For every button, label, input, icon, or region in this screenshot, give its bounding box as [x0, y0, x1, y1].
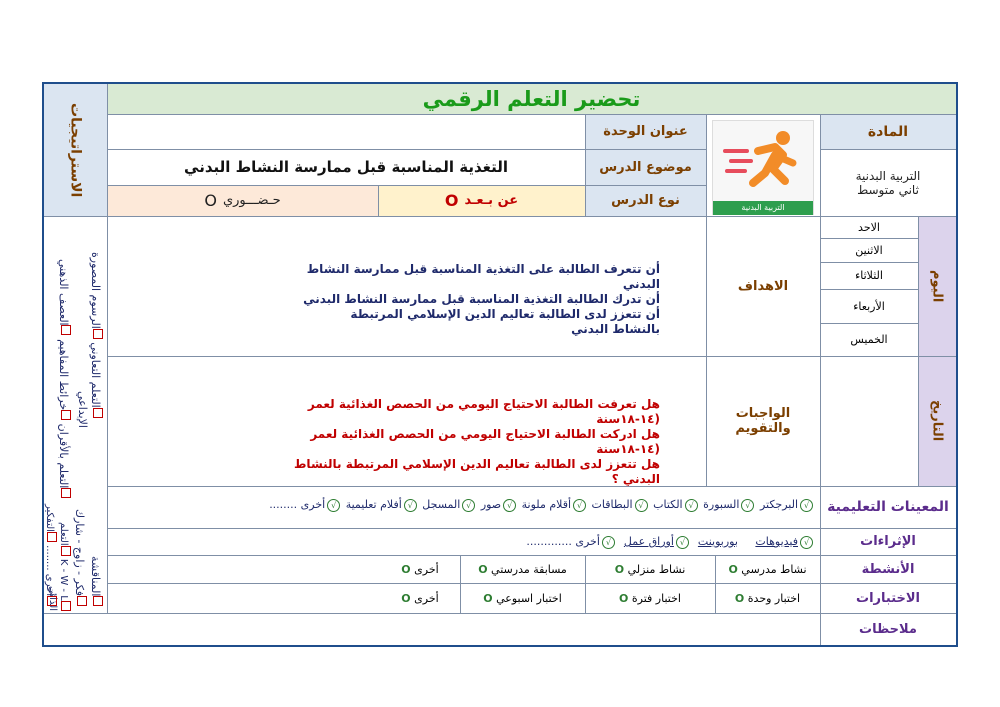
checkbox-icon[interactable]: [61, 546, 71, 556]
test-mark: O: [483, 591, 493, 605]
objective-item: أن تتعرف الطالبة على التغذية المناسبة قبل ممارسة النشاط البدني: [306, 262, 660, 291]
strategy-item: الرسوم المصورة: [89, 252, 102, 330]
strategies-heading: الاستراتيجيات: [67, 102, 84, 198]
day-label-cell: [918, 216, 956, 356]
aid-item: المسجل: [422, 498, 461, 511]
strategy-item: أخرى ........: [44, 545, 55, 596]
checkbox-icon[interactable]: [61, 488, 71, 498]
check-icon[interactable]: √: [685, 499, 698, 512]
day-sunday[interactable]: [820, 216, 918, 238]
homework-label: الواجبات والتقويم: [735, 406, 791, 436]
day-wednesday[interactable]: [820, 289, 918, 323]
check-icon[interactable]: √: [462, 499, 475, 512]
strategy-item: التفكير: [44, 503, 55, 532]
checkbox-icon[interactable]: [93, 596, 103, 606]
check-icon[interactable]: √: [503, 499, 516, 512]
strategy-item: خرائط المفاهيم: [57, 338, 70, 410]
test-label: اختبار اسبوعي: [496, 591, 562, 605]
activity-contest[interactable]: [460, 555, 585, 583]
lesson-label: موضوع الدرس: [599, 159, 692, 175]
objectives-label-cell: [706, 216, 820, 356]
day-tuesday-label: الثلاثاء: [855, 269, 883, 282]
homework-label-cell: [706, 356, 820, 486]
check-icon[interactable]: √: [573, 499, 586, 512]
activity-mark: O: [728, 562, 738, 576]
check-icon[interactable]: √: [741, 499, 754, 512]
checkbox-icon[interactable]: [47, 532, 57, 542]
subject-value: التربية البدنية: [855, 168, 921, 183]
strategy-item: فكر - زاوج - شارك: [73, 508, 86, 596]
tests-label: الاختبارات: [856, 590, 921, 606]
activity-label: أخرى: [414, 562, 439, 576]
subject-label: المادة: [867, 123, 909, 140]
checkbox-icon[interactable]: [93, 329, 103, 339]
aid-item: أفلام تعليمية: [345, 498, 402, 511]
day-tuesday[interactable]: [820, 262, 918, 289]
remote-mark: O: [444, 191, 459, 210]
checkbox-icon[interactable]: [61, 325, 71, 335]
strategy-col-5: [73, 446, 89, 606]
objectives-label: الاهداف: [737, 278, 789, 294]
unit-label-cell: [585, 114, 706, 149]
title-bar: [107, 84, 956, 114]
check-icon[interactable]: √: [800, 536, 813, 549]
test-unit[interactable]: [715, 583, 820, 613]
check-icon[interactable]: √: [404, 499, 417, 512]
objectives-list: [300, 262, 660, 337]
homework-list: [270, 397, 660, 487]
check-icon[interactable]: √: [800, 499, 813, 512]
day-thursday[interactable]: [820, 323, 918, 356]
in-person-mark: O: [204, 191, 217, 210]
test-label: اختبار فترة: [631, 591, 681, 605]
aid-item: الكتاب: [653, 498, 683, 511]
lesson-label-cell: [585, 149, 706, 185]
checkbox-icon[interactable]: [47, 596, 57, 606]
date-label-cell: [918, 356, 956, 486]
day-sunday-label: الاحد: [858, 220, 880, 234]
strategies-heading-cell: [44, 84, 107, 216]
test-mark: O: [401, 591, 411, 605]
activity-label: نشاط منزلي: [627, 562, 686, 576]
activity-label: نشاط مدرسي: [741, 562, 807, 576]
notes-label: ملاحظات: [859, 621, 917, 637]
strategy-col-1: [89, 228, 105, 418]
strategy-item: المناقشة: [89, 555, 102, 596]
aids-label: المعينات التعليمية: [827, 499, 949, 515]
notes-label-cell: [820, 613, 956, 645]
enrichment-item: أخرى .............: [526, 535, 600, 548]
strategy-item: العصف الذهني: [57, 258, 70, 326]
strategy-item: K - W - L: [58, 559, 69, 601]
enrichment-label: الإثراءات: [860, 534, 916, 549]
enrichment-item: أوراق عمل: [623, 535, 674, 548]
aid-item: السبورة: [703, 498, 740, 511]
checkbox-icon[interactable]: [61, 410, 71, 420]
homework-item: هل ادركت الطالبة الاحتياج اليومي من الحصص الغذائية لعمر (١٤-١٨سنة: [310, 427, 660, 456]
day-thursday-label: الخميس: [850, 333, 888, 346]
aids-label-cell: [820, 486, 956, 528]
activity-home[interactable]: [585, 555, 715, 583]
strategy-item: التعلم التعاوني: [89, 342, 102, 408]
strategy-item: التعلم الذاتي: [47, 522, 69, 611]
activity-label: مسابقة مدرستي: [491, 562, 567, 576]
unit-value-cell[interactable]: [107, 114, 585, 149]
strategy-item: الإبداعي: [76, 391, 89, 428]
lesson-type-label: نوع الدرس: [611, 193, 680, 208]
aid-item: البرجكتر: [759, 498, 798, 511]
check-icon[interactable]: √: [327, 499, 340, 512]
lesson-value: التغذية المناسبة قبل ممارسة النشاط البدني: [184, 158, 508, 176]
check-icon[interactable]: √: [635, 499, 648, 512]
aid-item: أقلام ملونة: [521, 498, 572, 511]
homework-item: هل تتعزز لدى الطالبة تعاليم الدين الإسلامي المرتبطة بالنشاط البدني ؟: [293, 457, 660, 486]
activities-label-cell: [820, 555, 956, 583]
aid-item: البطاقات: [591, 498, 633, 511]
enrichment-label-cell: [820, 528, 956, 555]
test-weekly[interactable]: [460, 583, 585, 613]
strategies-list: [44, 216, 107, 612]
aid-item: صور: [480, 498, 502, 511]
activity-mark: O: [401, 562, 411, 576]
remote-label: عن بـعـد: [464, 193, 519, 208]
test-term[interactable]: [585, 583, 715, 613]
in-person-option[interactable]: [107, 185, 378, 216]
enrichment-options: [300, 535, 815, 549]
date-label: التاريخ: [929, 400, 945, 442]
activity-other[interactable]: [380, 555, 460, 583]
strategy-item: التعلم بالأقران: [57, 423, 70, 488]
unit-label: عنوان الوحدة: [603, 124, 688, 139]
checkbox-icon[interactable]: [77, 596, 87, 606]
homework-item: هل تعرفت الطالبة الاحتياج اليومي من الحصص الغذائية لعمر (١٤-١٨سنة: [307, 397, 660, 426]
in-person-label: حـضـــوري: [222, 193, 281, 208]
activities-label: الأنشطة: [861, 561, 915, 577]
aids-options: [115, 498, 815, 512]
activity-school[interactable]: [715, 555, 820, 583]
grade-value: ثاني متوسط: [857, 182, 919, 197]
day-monday-label: الاثنين: [855, 243, 883, 257]
objective-item: أن تتعزز لدى الطالبة تعاليم الدين الإسلامي المرتبطة بالنشاط البدني: [350, 307, 660, 336]
objective-item: أن تدرك الطالبة التغذية المناسبة قبل ممارسة النشاط البدني: [303, 292, 660, 306]
day-monday[interactable]: [820, 238, 918, 262]
check-icon[interactable]: √: [602, 536, 615, 549]
test-label: اختبار وحدة: [747, 591, 801, 605]
lesson-type-label-cell: [585, 185, 706, 216]
strategy-col-7: [44, 446, 59, 606]
subject-label-cell: [820, 114, 956, 149]
enrichment-item: فيديوهات: [755, 535, 798, 548]
strategy-col-4: [89, 446, 105, 606]
remote-option[interactable]: [378, 185, 585, 216]
test-label: أخرى: [414, 591, 439, 605]
logo-caption: التربية البدنية: [713, 201, 813, 215]
checkbox-icon[interactable]: [61, 601, 71, 611]
subject-value-cell: [820, 149, 956, 216]
notes-value-cell[interactable]: [44, 613, 820, 645]
enrichment-item: بوربوينت: [697, 535, 738, 548]
page-title: تحضير التعلم الرقمي: [422, 87, 641, 111]
tests-label-cell: [820, 583, 956, 613]
subject-logo: [712, 120, 814, 215]
test-mark: O: [619, 591, 629, 605]
runner-icon: [713, 121, 813, 199]
strategy-col-2: [76, 228, 89, 428]
lesson-value-cell[interactable]: [107, 149, 585, 185]
activity-mark: O: [614, 562, 625, 576]
aid-item: أخرى ........: [269, 498, 326, 511]
day-label: اليوم: [929, 269, 945, 303]
activity-mark: O: [478, 562, 488, 576]
strategy-col-3: [57, 228, 73, 498]
check-icon[interactable]: √: [676, 536, 689, 549]
test-mark: O: [734, 591, 745, 605]
test-other[interactable]: [380, 583, 460, 613]
checkbox-icon[interactable]: [93, 408, 103, 418]
day-wednesday-label: الأربعاء: [853, 299, 885, 313]
